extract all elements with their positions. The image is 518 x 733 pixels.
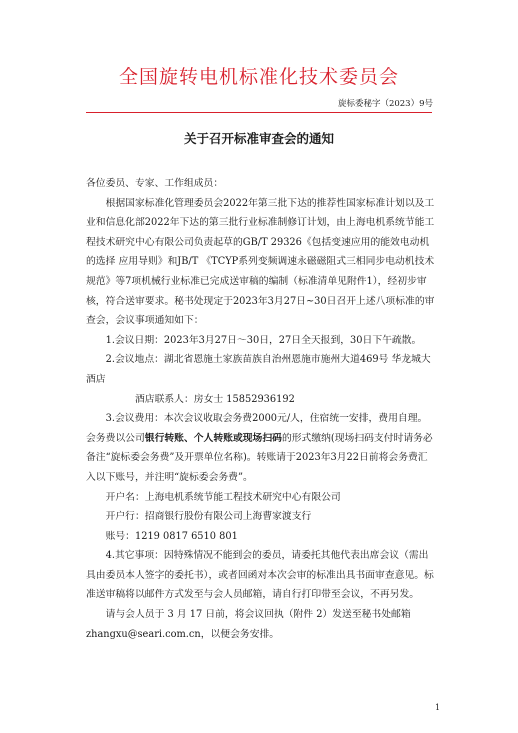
fees-text-before: 3.会议费用：本次会议收取会务费2000元/人，住宿统一安排，费用自理。会务费以公司 [86, 413, 428, 444]
hotel-contact: 酒店联系人：房女士 15852936192 [135, 393, 295, 405]
salutation: 各位委员、专家、工作组成员： [86, 178, 224, 189]
notice-body [86, 174, 436, 644]
item-fees [86, 409, 436, 487]
item-location: 2.会议地点：湖北省恩施土家族苗族自治州恩施市施州大道469号 华龙城大酒店 [86, 354, 431, 385]
fees-payment-methods: 银行转账、个人转账或现场扫码 [144, 432, 282, 444]
document-number: 旋标委秘字（2023）9号 [337, 99, 433, 109]
item-date: 1.会议日期：2023年3月27日～30日，27日全天报到，30日下午疏散。 [105, 334, 422, 346]
notice-title: 关于召开标准审查会的通知 [183, 131, 334, 146]
fees-text-after: 的形式缴纳(现场扫码支付时请务必备注“旋标委会务费”及开票单位名称)。转账请于2023年3月22日前将会务费汇入以下账号，并注明“旋标委会务费”。 [86, 432, 433, 483]
bank-account-name: 开户名：上海电机系统节能工程技术研究中心有限公司 [105, 491, 341, 503]
header-red-rule [86, 112, 432, 113]
reply-instruction: 请与会人员于 3 月 17 日前，将会议回执（附件 2）发送至秘书处邮箱zhangxu@seari.com.cn，以便会务安排。 [86, 609, 411, 640]
bank-name: 开户行：招商银行股份有限公司上海曹家渡支行 [105, 511, 312, 523]
intro-paragraph: 根据国家标准化管理委员会2022年第三批下达的推荐性国家标准计划以及工业和信息化部2022年下达的第三批行业标准制修订计划，由上海电机系统节能工程技术研究中心有限公司负责起草的GB/T 29326《包括变速应用的能效电动机的选择 应用导则》和JB/T 《TCYP系列变频调速永磁磁阻式三相同步电动机技术规范》等7项机械行业标准已完成送审稿的编制（标准清单见附件1），经初步审核，符合送审要求。秘书处现定于2023年3月27日~30日召开上述八项标准的审查会，会议事项通知如下： [86, 197, 435, 327]
item-other: 4.其它事项：因特殊情况不能到会的委员，请委托其他代表出席会议（需出具由委员本人签字的委托书），或者回函对本次会审的标准出具书面审查意见。标准送审稿将以邮件方式发至与会人员邮箱，请自行打印带至会议，不再另发。 [86, 550, 434, 601]
page-number: 1 [435, 703, 441, 712]
organization-header: 全国旋转电机标准化技术委员会 [118, 66, 399, 88]
bank-account-number: 账号：1219 0817 6510 801 [105, 530, 238, 542]
